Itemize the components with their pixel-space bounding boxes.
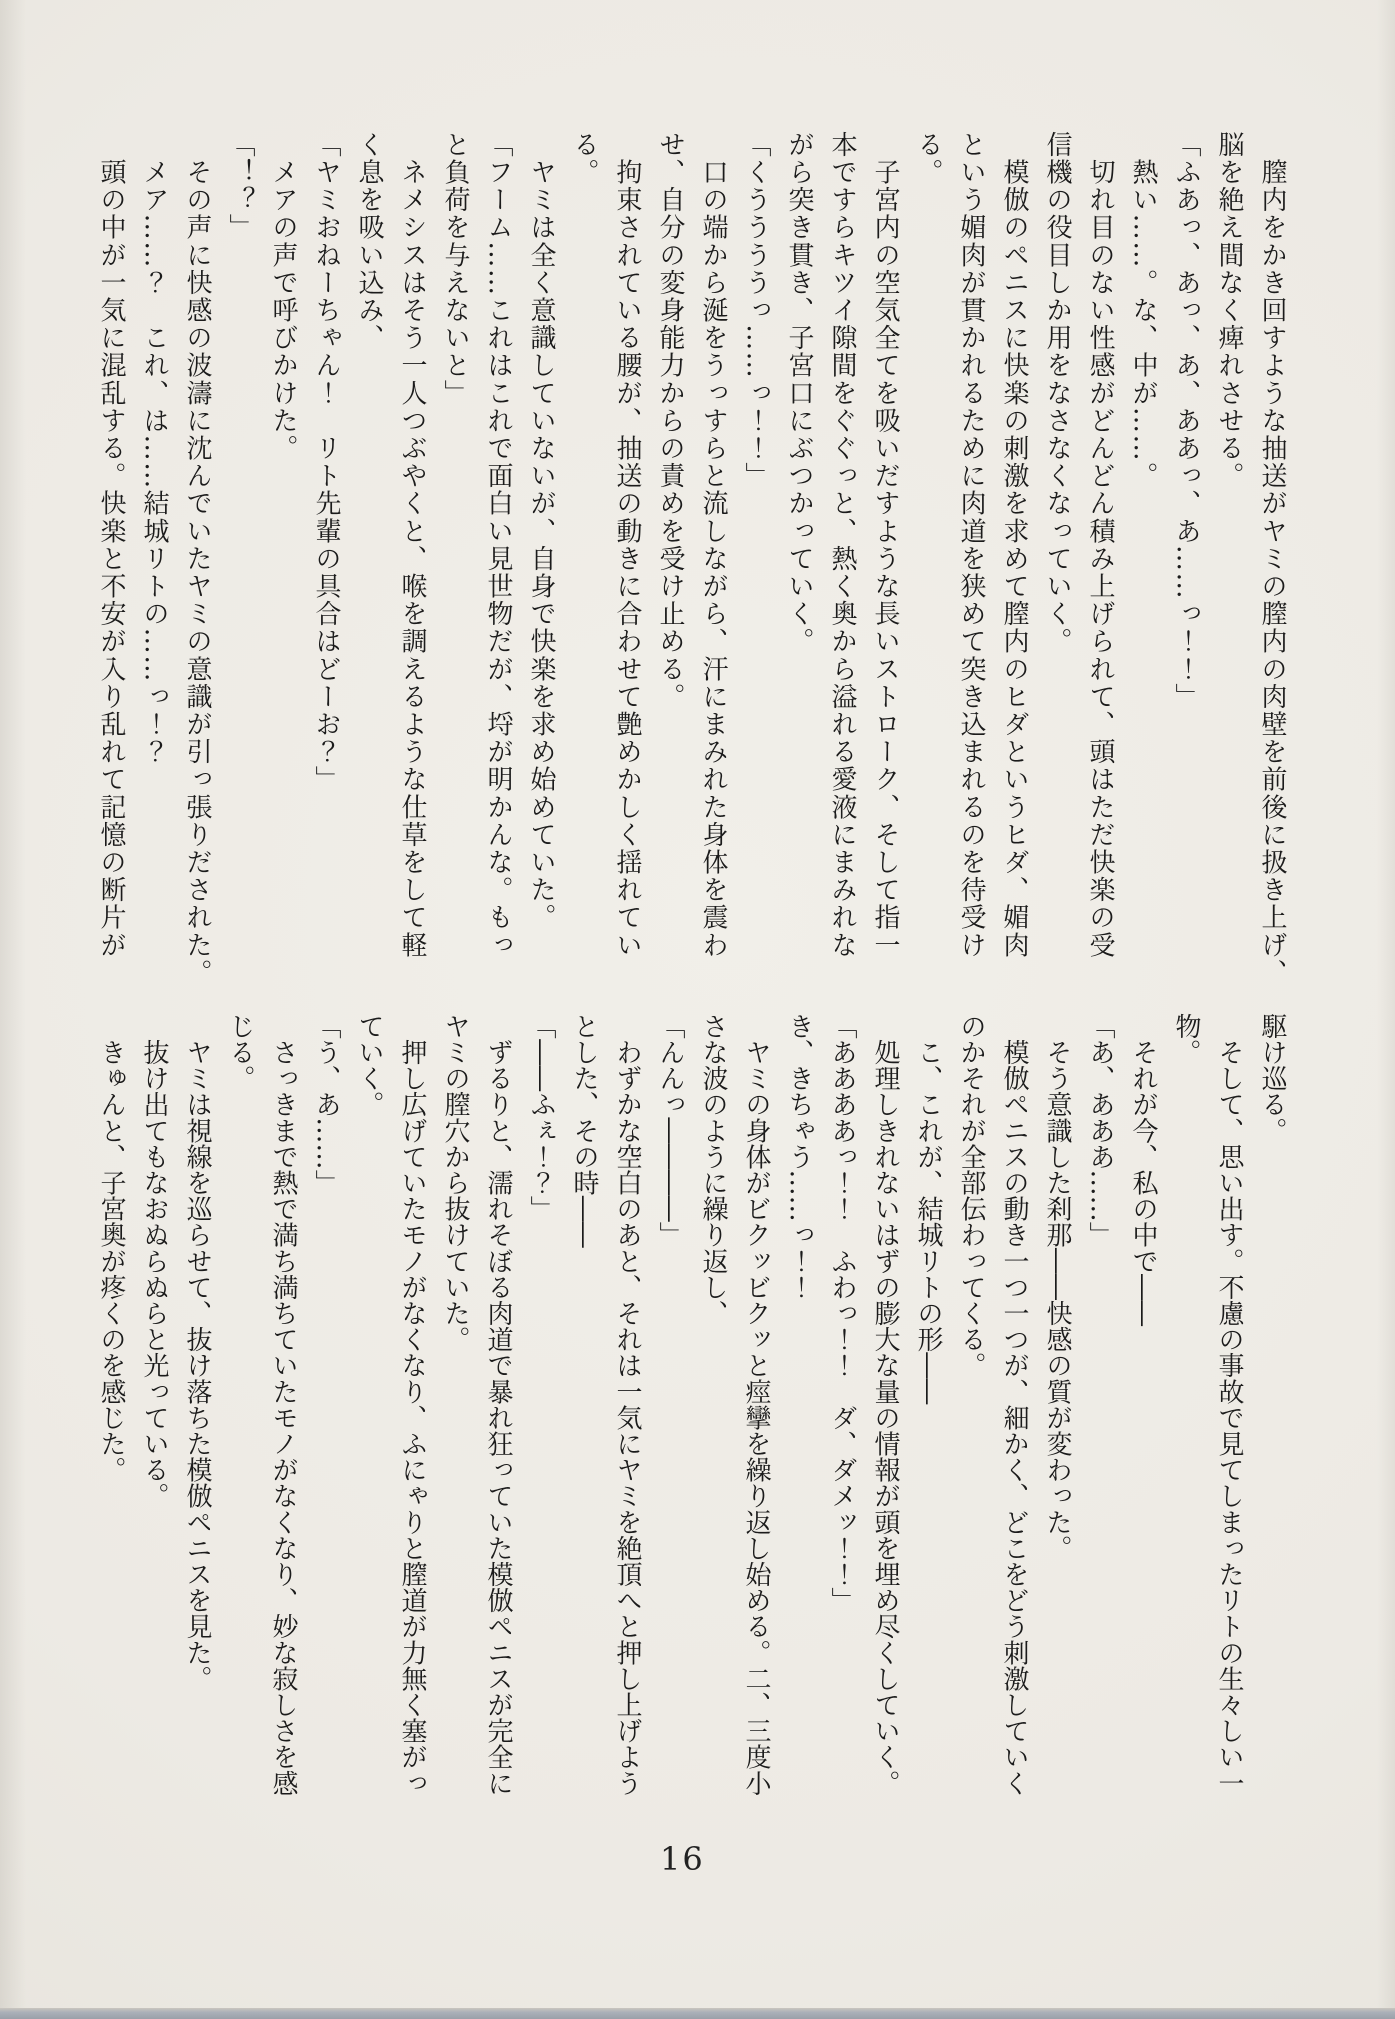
text-column: きゅんと、子宮奥が疼くのを感じた。: [96, 1013, 126, 1483]
text-column: 「んんっ――――」: [655, 1013, 685, 1248]
text-column: ヤミは全く意識していないが、自身で快楽を求め始めていた。: [526, 131, 556, 932]
text-column: る。: [913, 131, 943, 187]
text-column: せ、自分の変身能力からの責めを受け止める。: [655, 131, 685, 711]
text-column: 処理しきれないはずの膨大な量の情報が頭を埋め尽くしていく。: [870, 1013, 900, 1796]
text-column: 切れ目のない性感がどんどん積み上げられて、頭はただ快楽の受: [1085, 131, 1115, 959]
text-column: 信機の役目しか用をなさなくなっていく。: [1042, 131, 1072, 656]
text-column: という媚肉が貫かれるために肉道を狭めて突き込まれるのを待受け: [956, 131, 986, 959]
text-column: と負荷を与えないと」: [440, 131, 470, 407]
text-column: がら突き貫き、子宮口にぶつかっていく。: [784, 131, 814, 656]
text-column: 「――ふぇ！？」: [526, 1013, 556, 1222]
text-column: 脳を絶え間なく痺れさせる。: [1214, 131, 1244, 490]
text-column: 「！？」: [225, 131, 255, 242]
text-column: 本ですらキツイ隙間をぐぐっと、熱く奥から溢れる愛液にまみれな: [827, 131, 857, 959]
text-column: 「う、あ……」: [311, 1013, 341, 1196]
text-column: 押し広げていたモノがなくなり、ふにゃりと膣道が力無く塞がっ: [397, 1013, 427, 1796]
text-column: わずかな空白のあと、それは一気にヤミを絶頂へと押し上げよう: [612, 1013, 642, 1796]
lower-text-block: [89, 1013, 1293, 1795]
text-column: じる。: [225, 1013, 255, 1092]
text-column: 口の端から涎をうっすらと流しながら、汗にまみれた身体を震わ: [698, 131, 728, 959]
text-column: メア……？ これ、は……結城リトの……っ！？: [139, 131, 169, 766]
text-column: 「ヤミおねーちゃん！ リト先輩の具合はどーお？」: [311, 131, 341, 794]
scanner-edge-artifact: [0, 2008, 1395, 2019]
text-column: 駆け巡る。: [1257, 1013, 1287, 1144]
text-column: く息を吸い込み、: [354, 131, 384, 352]
text-column: それが今、私の中で――: [1128, 1013, 1158, 1327]
text-column: さっきまで熱で満ち満ちていたモノがなくなり、妙な寂しさを感: [268, 1013, 298, 1796]
text-column: そして、思い出す。不慮の事故で見てしまったリトの生々しい一: [1214, 1013, 1244, 1796]
text-column: のかそれが全部伝わってくる。: [956, 1013, 986, 1379]
text-column: さな波のように繰り返し、: [698, 1013, 728, 1327]
upper-text-block: [89, 131, 1293, 993]
text-column: 抜け出てもなおぬらぬらと光っている。: [139, 1013, 169, 1509]
text-column: メアの声で呼びかけた。: [268, 131, 298, 463]
text-column: ネメシスはそう一人つぶやくと、喉を調えるような仕草をして軽: [397, 131, 427, 959]
text-column: 「ふあっ、あっ、あ、ああっ、あ……っ！！」: [1171, 131, 1201, 711]
page-number: 16: [660, 1840, 705, 1878]
text-column: 頭の中が一気に混乱する。快楽と不安が入り乱れて記憶の断片が: [96, 131, 126, 959]
text-column: ずるりと、濡れそぼる肉道で暴れ狂っていた模倣ペニスが完全に: [483, 1013, 513, 1796]
text-column: 熱い……。な、中が……。: [1128, 131, 1158, 490]
scan-shadow-right: [1377, 0, 1395, 2019]
text-column: 模倣ペニスの動き一つ一つが、細かく、どこをどう刺激していく: [999, 1013, 1029, 1796]
text-column: 拘束されている腰が、抽送の動きに合わせて艶めかしく揺れてい: [612, 131, 642, 959]
text-column: 「ああああっ！！ ふわっ！！ ダ、ダメッ！！」: [827, 1013, 857, 1614]
scan-shadow-left: [0, 0, 26, 2019]
text-column: き、きちゃう……っ！！: [784, 1013, 814, 1301]
text-column: 「あ、あああ……」: [1085, 1013, 1115, 1248]
text-column: 模倣のペニスに快楽の刺激を求めて膣内のヒダというヒダ、媚肉: [999, 131, 1029, 959]
text-column: 子宮内の空気全てを吸いだすような長いストローク、そして指一: [870, 131, 900, 959]
text-column: る。: [569, 131, 599, 187]
text-column: そう意識した刹那――快感の質が変わった。: [1042, 1013, 1072, 1562]
text-column: ヤミの身体がビクッビクッと痙攣を繰り返し始める。二、三度小: [741, 1013, 771, 1796]
text-column: ヤミは視線を巡らせて、抜け落ちた模倣ペニスを見た。: [182, 1013, 212, 1692]
text-column: ヤミの膣穴から抜けていた。: [440, 1013, 470, 1353]
text-column: 物。: [1171, 1013, 1201, 1066]
text-column: 「くううううっ……っ！！」: [741, 131, 771, 490]
text-column: とした、その時――: [569, 1013, 599, 1248]
text-column: ていく。: [354, 1013, 384, 1118]
text-column: 膣内をかき回すような抽送がヤミの膣内の肉壁を前後に扱き上げ、: [1257, 131, 1287, 987]
text-column: 「フーム……これはこれで面白い見世物だが、埒が明かんな。もっ: [483, 131, 513, 959]
text-column: こ、これが、結城リトの形――: [913, 1013, 943, 1405]
text-column: その声に快感の波濤に沈んでいたヤミの意識が引っ張りだされた。: [182, 131, 212, 987]
